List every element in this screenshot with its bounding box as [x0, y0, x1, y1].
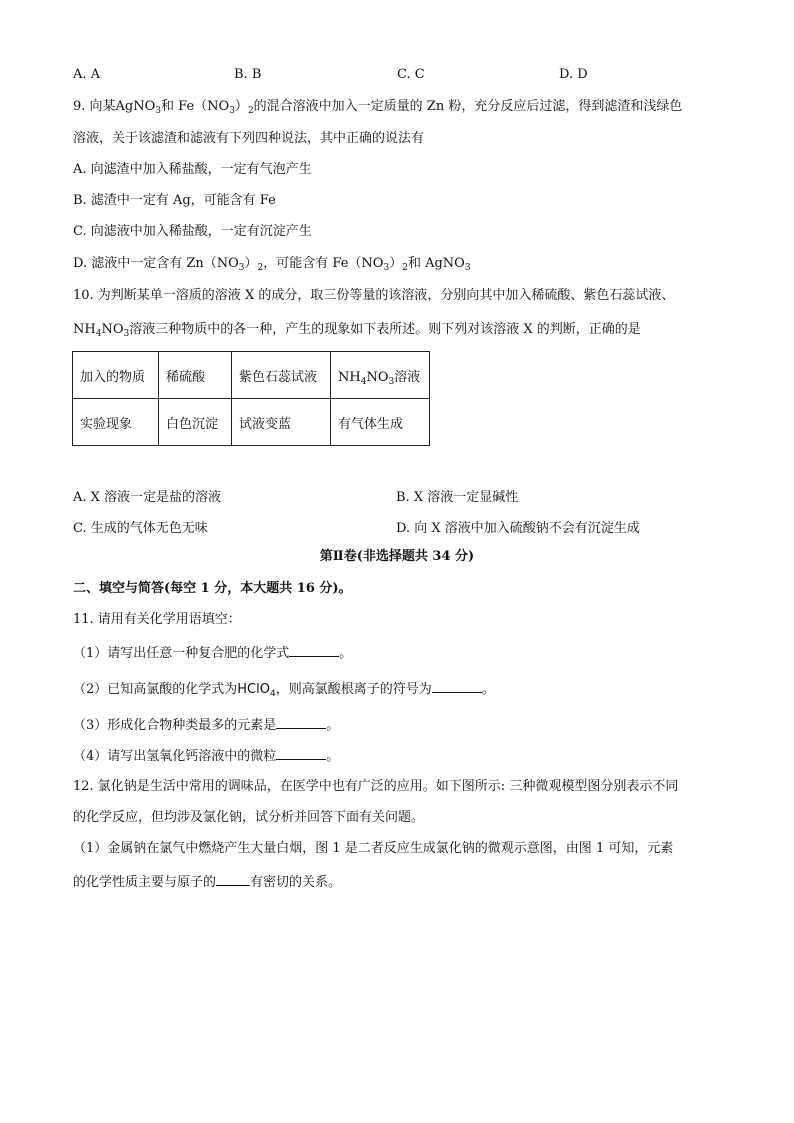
part-title: 二、填空与简答(每空 1 分，本大题共 16 分)。: [73, 581, 352, 596]
table-cell: 紫色石蕊试液: [232, 352, 331, 399]
table-cell: 白色沉淀: [159, 399, 232, 446]
table-row: [73, 399, 430, 446]
q12-line2: 的化学反应，但均涉及氯化钠，试分析并回答下面有关问题。: [73, 810, 425, 825]
q9-option-c: C. 向滤液中加入稀盐酸，一定有沉淀产生: [73, 224, 312, 239]
table-cell: $NH_4NO_3$溶液: [331, 352, 430, 399]
q8-option-a: A. A: [73, 67, 101, 82]
q10-options-row2: [73, 517, 733, 535]
answer-blank[interactable]: [216, 872, 250, 886]
table-cell: 实验现象: [73, 399, 159, 446]
q12-line1: 12. 氯化钠是生活中常用的调味品，在医学中也有广泛的应用。如下图所示: 三种微观模型图分别表示不同: [73, 779, 679, 794]
q10-options-row1: [73, 486, 733, 504]
q12-line4: 的化学性质主要与原子的 有密切的关系。: [73, 872, 341, 892]
answer-blank[interactable]: [289, 643, 339, 657]
table-cell: 稀硫酸: [159, 352, 232, 399]
q11-item2: （2）已知高氯酸的化学式为HClO$_4$，则高氯酸根离子的符号为 。: [73, 679, 495, 699]
q8-option-c: C. C: [397, 67, 425, 82]
q12-line3: （1）金属钠在氯气中燃烧产生大量白烟，图 1 是二者反应生成氯化钠的微观示意图，由图 1 可知，元素: [73, 841, 674, 856]
q11-item1: （1）请写出任意一种复合肥的化学式 。: [73, 643, 352, 663]
table-cell: 有气体生成: [331, 399, 430, 446]
q8-option-d: D. D: [559, 67, 588, 82]
q9-stem-line1: 9. 向某AgNO$_3$和 $Fe(NO_3)_2$的混合溶液中加入一定质量的 Zn 粉，充分反应后过滤，得到滤渣和浅绿色: [73, 99, 683, 116]
q9-option-b: B. 滤渣中一定有 Ag，可能含有 Fe: [73, 193, 276, 208]
q10-stem-line2: $NH_4NO_3$溶液三种物质中的各一种，产生的现象如下表所述。则下列对该溶液 X 的判断，正确的是: [73, 322, 641, 339]
q8-options: [73, 67, 733, 85]
answer-blank[interactable]: [432, 679, 482, 693]
table-cell: 加入的物质: [73, 352, 159, 399]
q9-option-a: A. 向滤渣中加入稀盐酸，一定有气泡产生: [73, 162, 312, 177]
q9-stem-line2: 溶液，关于该滤渣和滤液有下列四种说法，其中正确的说法有: [73, 131, 425, 146]
q11-stem: 11. 请用有关化学用语填空：: [73, 612, 241, 627]
table-row: [73, 352, 430, 399]
section-title: 第Ⅱ卷(非选择题共 34 分): [319, 549, 475, 564]
q10-option-c: C. 生成的气体无色无味: [73, 521, 208, 536]
q11-item3: （3）形成化合物种类最多的元素是 。: [73, 715, 339, 735]
q10-option-a: A. X 溶液一定是盐的溶液: [73, 490, 222, 505]
q10-option-d: D. 向 X 溶液中加入硫酸钠不会有沉淀生成: [396, 521, 640, 536]
table-cell: 试液变蓝: [232, 399, 331, 446]
q10-table: [72, 351, 430, 446]
q10-stem-line1: 10. 为判断某单一溶质的溶液 X 的成分，取三份等量的该溶液，分别向其中加入稀硫酸、紫色石蕊试液、: [73, 288, 675, 303]
q10-option-b: B. X 溶液一定显碱性: [396, 490, 519, 505]
q9-option-d: D. 滤液中一定含有 $Zn(NO_3)_2$，可能含有 $Fe(NO_3)_2$和 AgNO$_3$: [73, 256, 471, 273]
answer-blank[interactable]: [276, 746, 326, 760]
answer-blank[interactable]: [276, 715, 326, 729]
q8-option-b: B. B: [234, 67, 262, 82]
q11-item4: （4）请写出氢氧化钙溶液中的微粒 。: [73, 746, 339, 766]
